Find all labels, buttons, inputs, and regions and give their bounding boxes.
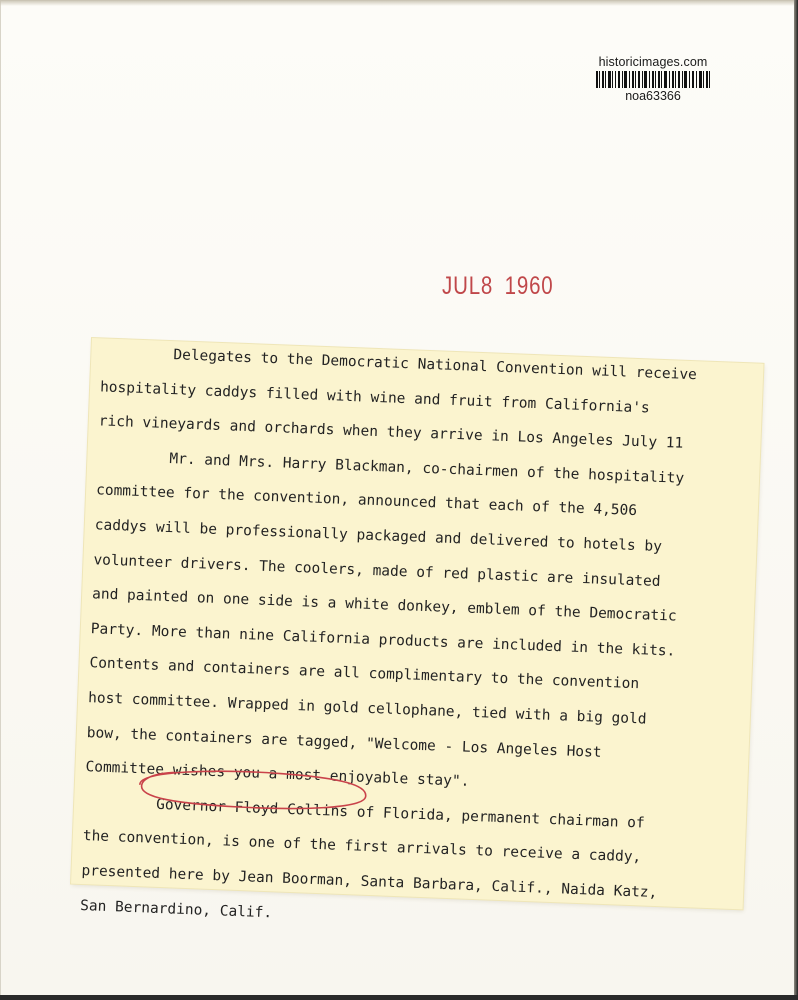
caption-line: and painted on one side is a white donkey, emblem of the Democratic xyxy=(91,586,677,625)
date-stamp-day: JUL8 xyxy=(442,272,494,300)
bottom-edge-border xyxy=(0,995,798,1000)
watermark-id: noa63366 xyxy=(625,89,681,103)
watermark-site: historicimages.com xyxy=(598,55,708,69)
top-edge-shadow xyxy=(0,0,798,6)
right-edge-border xyxy=(794,0,798,1000)
caption-line: host committee. Wrapped in gold cellophane, tied with a big gold xyxy=(87,690,647,728)
caption-line: San Bernardino, Calif. xyxy=(79,897,273,921)
caption-line: volunteer drivers. The coolers, made of red plastic are insulated xyxy=(93,551,661,590)
caption-line: rich vineyards and orchards when they arrive in Los Angeles July 11 xyxy=(98,413,684,452)
caption-slip xyxy=(71,338,763,921)
caption-line: committee for the convention, announced that each of the 4,506 xyxy=(95,482,638,520)
caption-text xyxy=(80,335,762,948)
caption-line: Committee wishes you a most enjoyable stay". xyxy=(85,759,470,790)
caption-line: bow, the containers are tagged, "Welcome - Los Angeles Host xyxy=(86,724,602,761)
caption-line: Contents and containers are all complimentary to the convention xyxy=(89,655,640,693)
caption-line: Mr. and Mrs. Harry Blackman, co-chairmen of the hospitality xyxy=(169,450,685,487)
date-stamp xyxy=(442,272,565,301)
barcode-icon xyxy=(595,71,711,88)
caption-line: caddys will be professionally packaged and delivered to hotels by xyxy=(94,517,663,555)
caption-line: presented here by Jean Boorman, Santa Barbara, Calif., Naida Katz, xyxy=(81,862,658,902)
caption-line: the convention, is one of the first arrivals to receive a caddy, xyxy=(82,828,642,866)
caption-line: Party. More than nine California products are included in the kits. xyxy=(90,620,676,660)
caption-line: Delegates to the Democratic National Convention will receive xyxy=(173,347,698,384)
caption-line: hospitality caddys filled with wine and fruit from California's xyxy=(99,378,651,417)
watermark xyxy=(592,55,714,103)
caption-line: Governor Floyd Collins of Florida, permanent chairman of xyxy=(155,796,645,832)
date-stamp-year: 1960 xyxy=(504,272,554,300)
